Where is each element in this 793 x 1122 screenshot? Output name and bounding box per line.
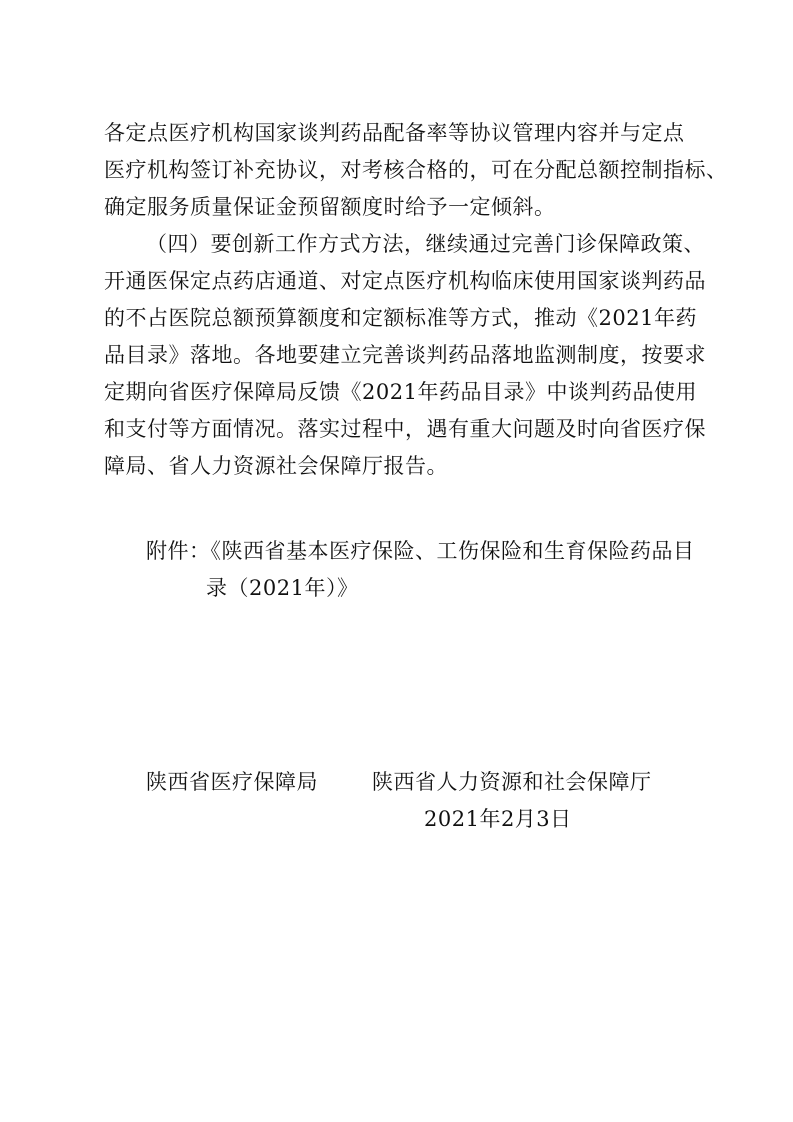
text-line: 品目录》落地。各地要建立完善谈判药品落地监测制度，按要求 [104, 343, 706, 367]
text-line: 定期向省医疗保障局反馈《2021年药品目录》中谈判药品使用 [104, 380, 697, 404]
text-line: 障局、省人力资源社会保障厅报告。 [104, 454, 448, 478]
text-line: 开通医保定点药店通道、对定点医疗机构临床使用国家谈判药品 [104, 269, 706, 293]
signature-org-2: 陕西省人力资源和社会保障厅 [372, 770, 652, 794]
signature-org-1: 陕西省医疗保障局 [146, 770, 318, 794]
text-line: （四）要创新工作方式方法，继续通过完善门诊保障政策、 [146, 232, 705, 256]
text-line: 各定点医疗机构国家谈判药品配备率等协议管理内容并与定点 [104, 121, 685, 145]
attachment-line: 录（2021年）》 [206, 576, 359, 600]
text-line: 的不占医院总额预算额度和定额标准等方式，推动《2021年药 [104, 306, 697, 330]
signature-date: 2021年2月3日 [424, 807, 572, 831]
attachment-line: 附件：《陕西省基本医疗保险、工伤保险和生育保险药品目 [146, 539, 695, 563]
text-line: 和支付等方面情况。落实过程中，遇有重大问题及时向省医疗保 [104, 417, 706, 441]
text-line: 确定服务质量保证金预留额度时给予一定倾斜。 [104, 195, 556, 219]
text-line: 医疗机构签订补充协议，对考核合格的，可在分配总额控制指标、 [104, 158, 728, 182]
